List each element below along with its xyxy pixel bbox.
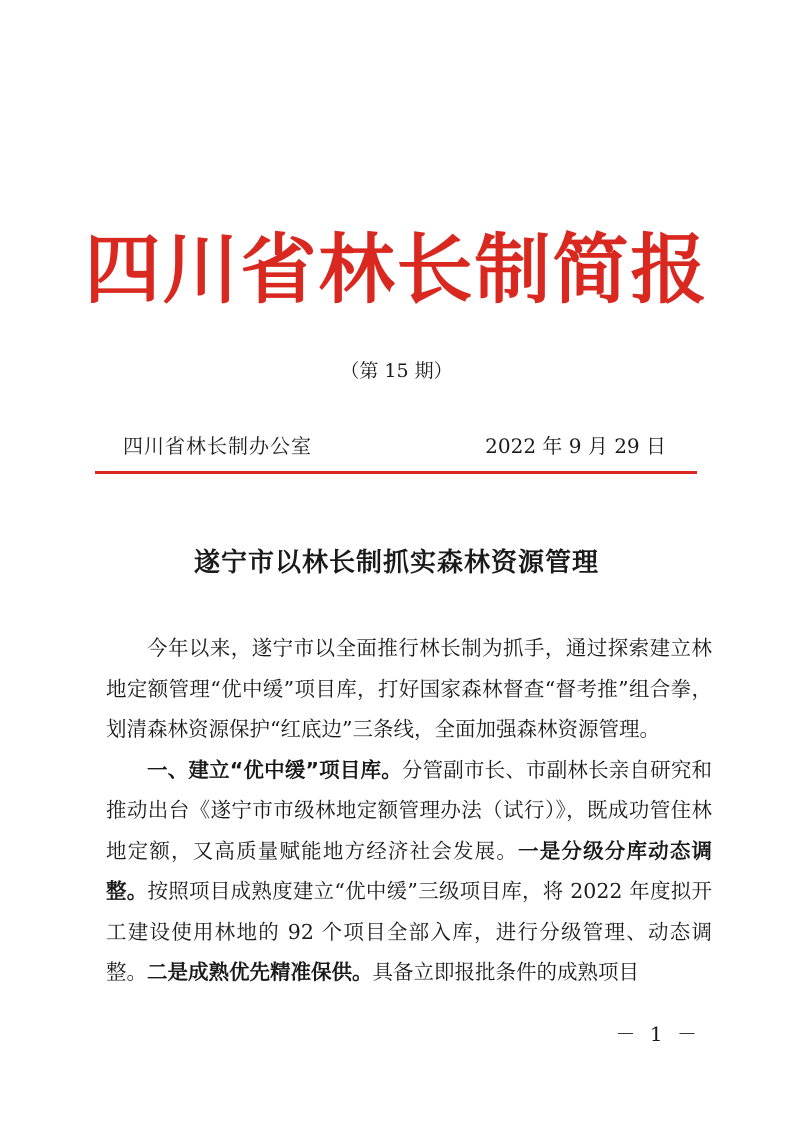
- masthead-title: 四川省林长制简报: [84, 225, 709, 314]
- issue-date: 2022 年 9 月 29 日: [485, 434, 666, 458]
- point-two-heading: 二是成熟优先精准保供。: [147, 960, 373, 984]
- red-divider-line: [95, 471, 697, 474]
- section-heading: 一、建立“优中缓”项目库。: [147, 757, 402, 782]
- page-number: － 1 －: [615, 1022, 701, 1046]
- point-one-heading: 一是分级分库动态调整。: [106, 838, 713, 903]
- paragraph-text: 按照项目成熟度建立“优中缓”三级项目库，将 2022 年度拟开工建设使用林地的 92 个项目全部入库，进行分级管理、动态调整。: [106, 879, 712, 984]
- issuing-office: 四川省林长制办公室: [123, 434, 312, 458]
- paragraph-intro: 今年以来，遂宁市以全面推行林长制为抓手，通过探索建立林地定额管理“优中缓”项目库，打好国家森林督查“督考推”组合拳，划清森林资源保护“红底边”三条线，全面加强森林资源管理。: [106, 636, 712, 741]
- paragraph-section-one: [106, 750, 712, 993]
- paragraph-text: 具备立即报批条件的成熟项目: [372, 960, 639, 984]
- article-title: 遂宁市以林长制抓实森林资源管理: [193, 548, 599, 578]
- article-body: [106, 628, 712, 993]
- paragraph-text: 分管副市长、市副林长亲自研究和推动出台《遂宁市市级林地定额管理办法（试行）》，既成功管住林地定额，又高质量赋能地方经济社会发展。: [106, 757, 713, 863]
- issue-number: （第 15 期）: [340, 360, 453, 382]
